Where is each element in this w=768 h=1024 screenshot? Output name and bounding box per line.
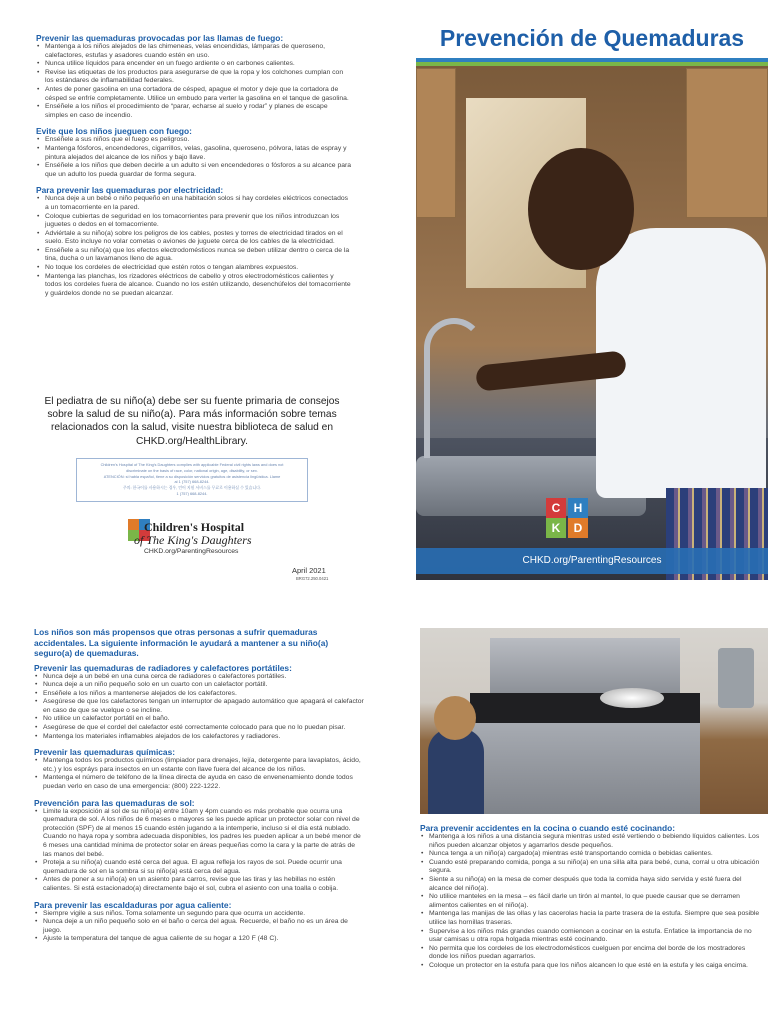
list-item: • Enséñele a los niños a mantenerse alejados de los calefactores. — [34, 690, 364, 699]
section-heading: Para prevenir las quemaduras por electricidad: — [36, 185, 224, 196]
bullet-list — [36, 43, 352, 120]
list-item: • Limite la exposición al sol de su niño(a) entre 10am y 4pm cuando es más probable que ocurra una quemadura de sol. A los niños de 6 meses o mayores se les puede aplicar un protector solar con nivel de protección (SPF) de al menos 15 cuando estén jugando a la intemperie, incluso si el día está nublado. Cuando no haya ropa y sombra adecuada disponibles, los padres les pueden aplicar a un bebé menor de 6 meses una cantidad mínima de protector solar en áreas pequeñas como la cara y la parte de atrás de las manos del bebé. — [34, 808, 364, 860]
section-heading: Evite que los niños jueguen con fuego: — [36, 126, 192, 137]
list-item: • Mantenga el número de teléfono de la línea directa de ayuda en caso de envenenamiento donde todos puedan verlo en caso de una emergencia: (800) 222-1222. — [34, 774, 364, 791]
list-item: • Asegúrese de que los calefactores tengan un interruptor de apagado automático que apagará el calefactor en caso de que se vuelque o se incline. — [34, 698, 364, 715]
list-item: • Antes de poner a su niño(a) en un asiento para carros, revise que las tiras y las hebillas no estén calientes. Si está estacionado(a) directamente bajo el sol, cubra el asiento con una toalla o cobija. — [34, 876, 364, 893]
list-item: • Asegúrese de que el cordel del calefactor esté correctamente colocado para que no lo puedan pisar. — [34, 724, 364, 733]
legal-line: 주의: 한국어를 사용하시는 경우, 언어 지원 서비스를 무료로 이용하실 수 있습니다. — [122, 485, 262, 491]
list-item: • Nunca deje a un bebé en una cuna cerca de radiadores o calefactores portátiles. — [34, 673, 364, 682]
parenting-resources-banner: CHKD.org/ParentingResources — [416, 548, 768, 574]
legal-lines — [81, 462, 303, 497]
list-item: • Coloque cubiertas de seguridad en los tomacorrientes para prevenir que los niños introduzcan los juguetes o dedos en el tomacorriente. — [36, 213, 352, 230]
legal-line: 1 (757) 668-8244. — [176, 490, 208, 496]
toy-blocks-icon: C H K D — [546, 498, 592, 538]
publication-date: April 2021 — [292, 566, 326, 575]
list-item: • Mantenga fósforos, encendedores, cigarrillos, velas, gasolina, queroseno, pólvora, latas de espray y pintura alejados del alcance de los niños y bajo llave. — [36, 145, 352, 162]
list-item: • Nunca deje a un niño pequeño solo en un cuarto con un calefactor portátil. — [34, 681, 364, 690]
pediatrician-note: El pediatra de su niño(a) debe ser su fuente primaria de consejos sobre la salud de su niño(a). Para más información sobre temas relacionados con la salud, visite nuestra biblioteca de salud en CHKD.org/HealthLibrary. — [44, 396, 340, 447]
list-item: • Nunca deje a un bebé o niño pequeño en una habitación solos si hay cordeles eléctricos conectados a un tomacorriente en la pared. — [36, 195, 352, 212]
list-item: • No toque los cordeles de electricidad que estén rotos o tengan alambres expuestos. — [36, 264, 352, 273]
list-item: • Siente a su niño(a) en la mesa de comer después que toda la comida haya sido servida y esté fuera del alcance del niño(a). — [420, 876, 760, 893]
logo-name-line2: of The King's Daughters — [134, 533, 252, 547]
page-title: Prevención de Quemaduras — [439, 25, 745, 51]
list-item: • Antes de poner gasolina en una cortadora de césped, apague el motor y deje que la cortadora de césped se enfríe completamente. Utilice un embudo para verter la gasolina en el tanque de gasolina. — [36, 86, 352, 103]
list-item: • Coloque un protector en la estufa para que los niños alcancen lo que esté en la estufa y les caiga encima. — [420, 962, 760, 971]
bottom-left-sections — [34, 663, 364, 944]
list-item: • Mantenga los materiales inflamables alejados de los calefactores y radiadores. — [34, 733, 364, 742]
list-item: • Nunca utilice líquidos para encender en un fuego ardiente o en carbones calientes. — [36, 60, 352, 69]
kitchen-safety-section — [420, 823, 760, 1024]
intro-text: Los niños son más propensos que otras personas a sufrir quemaduras accidentales. La siguiente información le ayudará a mantener a su niño(a) seguro(a) de quemaduras. — [34, 627, 329, 658]
section-heading: Prevenir las quemaduras químicas: — [34, 747, 176, 758]
list-item: • Supervise a los niños más grandes cuando comiencen a cocinar en la estufa. Enfatice la importancia de no usar camisas u otra ropa holgada mientras esté cocinando. — [420, 928, 760, 945]
bullet-list — [34, 808, 364, 894]
section-heading: Para prevenir las escaldaduras por agua caliente: — [34, 899, 232, 910]
bottom-left-column — [34, 627, 364, 1024]
child-reaching-stove-photo — [420, 628, 768, 814]
bullet-list — [34, 673, 364, 742]
list-item: • No utilice un calefactor portátil en el baño. — [34, 715, 364, 724]
legal-line: Children's Hospital of The King's Daughters complies with applicable Federal civil rights laws and does not — [100, 462, 284, 467]
list-item: • Mantenga las planchas, los rizadores eléctricos de cabello y otros electrodomésticos calientes y todos los cordeles fuera de alcance. Cuando no los estén utilizando, desenchúfelos del tomacorriente y guárdelos donde no se puedan alcanzar. — [36, 273, 352, 299]
list-item: • Mantenga las manijas de las ollas y las cacerolas hacia la parte trasera de la estufa. Siempre que sea posible utilice las hornillas traseras. — [420, 910, 760, 927]
legal-line: al 1 (757) 668-8244. — [174, 479, 210, 485]
section-heading: Prevenir las quemaduras de radiadores y calefactores portátiles: — [34, 662, 292, 673]
boy-washing-hands-photo — [416, 58, 768, 580]
logo-url: CHKD.org/ParentingResources — [144, 548, 239, 555]
section-heading: Prevención para las quemaduras de sol: — [34, 797, 195, 808]
publication-code: BRG72.250.0421 — [296, 576, 329, 581]
list-item: • Enséñele a su niño(a) que los efectos electrodomésticos nunca se deben utilizar dentro o cerca de la tina, ducha o un lavamanos lleno de agua. — [36, 247, 352, 264]
bullet-list — [36, 195, 352, 298]
list-item: • Enséñele a sus niños que el fuego es peligroso. — [36, 136, 352, 145]
list-item: • Siempre vigile a sus niños. Toma solamente un segundo para que ocurra un accidente. — [34, 910, 364, 919]
list-item: • Mantenga a los niños alejados de las chimeneas, velas encendidas, lámparas de queroseno, calefactores, estufas y asadores cuando estén en uso. — [36, 43, 352, 60]
top-left-sections — [36, 33, 352, 298]
hospital-logo — [128, 519, 278, 563]
kitchen-safety-heading: Para prevenir accidentes en la cocina o cuando esté cocinando: — [420, 823, 676, 833]
legal-line: ATENCIÓN: si habla español, tiene a su disposición servicios gratuitos de asistencia lingüística. Llame — [103, 473, 281, 479]
bullet-list — [34, 910, 364, 944]
kitchen-safety-list — [420, 833, 760, 971]
bullet-list — [36, 136, 352, 179]
list-item: • Mantenga a los niños a una distancia segura mientras usted esté vertiendo o bebiendo líquidos calientes. Los niños pueden alcanzar objetos y agarrarlos desde pequeños. — [420, 833, 760, 850]
list-item: • Mantenga todos los productos químicos (limpiador para drenajes, lejía, detergente para lavaplatos, ácido, etc.) y los espráys para insectos en un estante con llave fuera del alcance de los niños. — [34, 757, 364, 774]
list-item: • Revise las etiquetas de los productos para asegurarse de que la ropa y los colchones cumplan con los estándares de inflamabilidad federales. — [36, 69, 352, 86]
bullet-list — [34, 757, 364, 791]
list-item: • Proteja a su niño(a) cuando esté cerca del agua. El agua refleja los rayos de sol. Puede ocurrir una quemadura de sol en la sombra si su niño(a) está cerca del agua. — [34, 859, 364, 876]
list-item: • Nunca deje a un niño pequeño solo en el baño o cerca del agua. Recuerde, el baño no es un área de juego. — [34, 918, 364, 935]
legal-line: discriminate on the basis of race, color, national origin, age, disability, or sex. — [126, 467, 258, 473]
legal-notice — [76, 458, 308, 502]
list-item: • No permita que los cordeles de los electrodomésticos cuelguen por encima del borde de los mostradores donde los niños puedan agarrarlos. — [420, 945, 760, 962]
list-item: • Ajuste la temperatura del tanque de agua caliente de su hogar a 120 F (48 C). — [34, 935, 364, 944]
section-heading: Prevenir las quemaduras provocadas por las llamas de fuego: — [36, 33, 284, 43]
list-item: • Enséñele a los niños el procedimiento de “parar, echarse al suelo y rodar” y planes de escape simples en caso de incendio. — [36, 103, 352, 120]
top-left-column — [36, 33, 352, 298]
list-item: • Nunca tenga a un niño(a) cargado(a) mientras esté transportando comida o bebidas calientes. — [420, 850, 760, 859]
list-item: • No utilice manteles en la mesa – es fácil darle un tirón al mantel, lo que puede causar que se derramen alimentos calientes en el niño(a). — [420, 893, 760, 910]
list-item: • Adviértale a su niño(a) sobre los peligros de los cables, postes y torres de electricidad tirados en el suelo. Esto incluye no volar cometas o aviones de juguete cerca de los cables de la electricidad. — [36, 230, 352, 247]
list-item: • Enséñele a los niños que deben decirle a un adulto si ven encendedores o fósforos a su alcance para que un adulto los pueda guardar de forma segura. — [36, 162, 352, 179]
list-item: • Cuando esté preparando comida, ponga a su niño(a) en una silla alta para bebé, cuna, corral u otra ubicación segura. — [420, 859, 760, 876]
logo-name-line1: Children's Hospital — [144, 520, 245, 534]
